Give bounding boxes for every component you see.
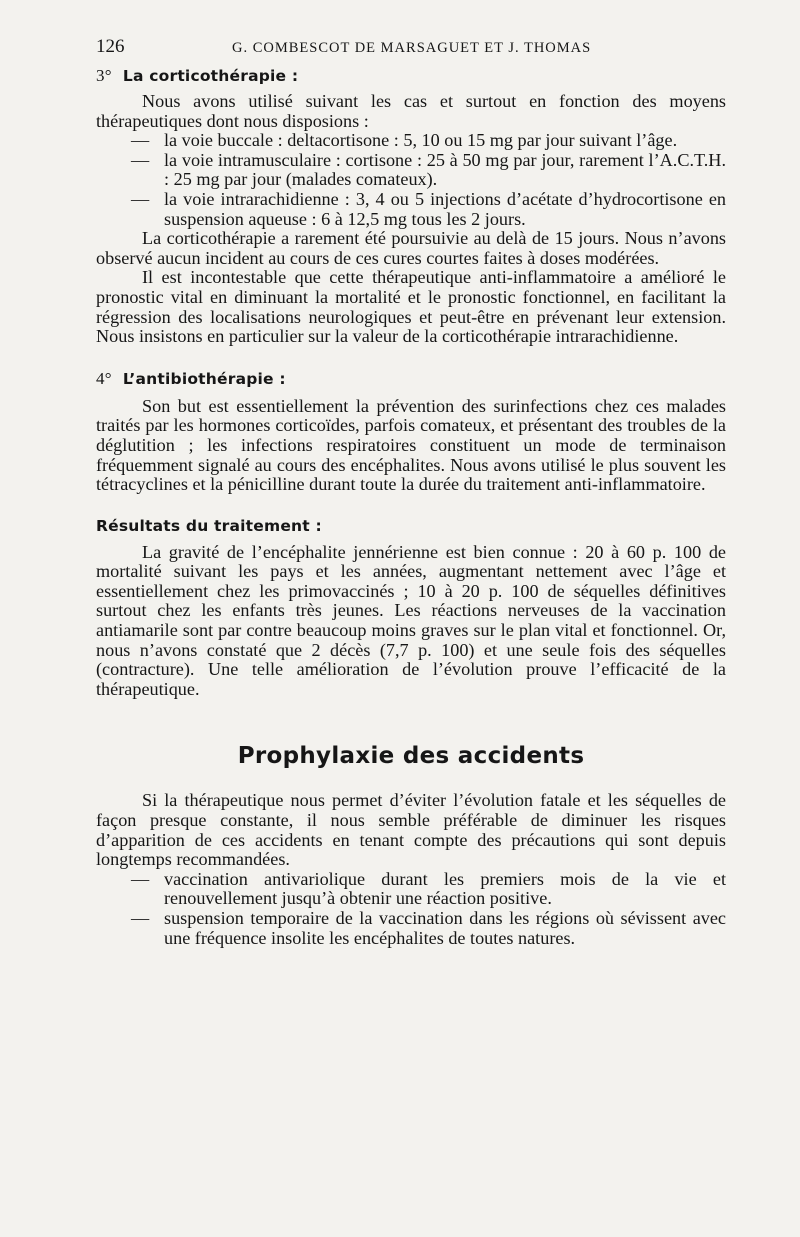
list-item-text: vaccination antivariolique durant les premiers mois de la vie et renouvellement jusqu’à obtenir une réaction positive. <box>164 868 726 909</box>
resultats-paragraph: La gravité de l’encéphalite jennérienne est bien connue : 20 à 60 p. 100 de mortalité suivant les pays et les années, augmentant nettement avec l’âge et essentiellement chez les primovaccinés ; 10 à 20 p. 100 de séquelles définitives surtout chez les enfants très jeunes. Les réactions nerveuses de la vaccination antiamarile sont par contre beaucoup moins graves sur le plan vital et fonctionnel. Or, nous n’avons constaté que 2 décès (7,7 p. 100) et une seule fois des séquelles (contracture). Une telle amélioration de l’évolution prouve l’efficacité de la thérapeutique. <box>96 541 726 699</box>
list-item-text: suspension temporaire de la vaccination dans les régions où sévissent avec une fréquence insolite les encéphalites de toutes natures. <box>164 908 726 948</box>
corticotherapie-intro: Nous avons utilisé suivant les cas et surtout en fonction des moyens thérapeutiques dont nous disposions : <box>96 91 726 131</box>
antibiotherapie-heading <box>96 369 726 389</box>
dash-bullet: — <box>131 149 150 170</box>
list-item <box>96 190 726 229</box>
list-item-text: la voie intramusculaire : cortisone : 25 à 50 mg par jour, rarement l’A.C.T.H. : 25 mg par jour (malades comateux). <box>164 149 726 190</box>
page-number: 126 <box>96 36 125 57</box>
list-item <box>96 151 726 190</box>
list-item-text: la voie buccale : deltacortisone : 5, 10 ou 15 mg par jour suivant l’âge. <box>164 130 678 151</box>
prophylaxie-intro: Si la thérapeutique nous permet d’éviter l’évolution fatale et les séquelles de façon presque constante, il nous semble préférable de diminuer les risques d’apparition de ces accidents en tenant compte des précautions qui sont depuis longtemps recommandées. <box>96 790 726 870</box>
antibiotherapie-heading-text: L’antibiothérapie : <box>122 369 286 388</box>
dash-bullet: — <box>131 908 150 928</box>
corticotherapie-heading-number: 3° <box>96 66 112 85</box>
corticotherapie-heading <box>96 66 726 86</box>
corticotherapie-paragraph-2: Il est incontestable que cette thérapeutique anti-inflammatoire a amélioré le pronostic vital en diminuant la mortalité et le pronostic fonctionnel, en facilitant la régression des localisations neurologiques et peut-être en prévenant leur extension. Nous insistons en particulier sur la valeur de la corticothérapie intrarachidienne. <box>96 267 726 347</box>
dash-bullet: — <box>131 868 150 889</box>
antibiotherapie-paragraph: Son but est essentiellement la prévention des surinfections chez ces malades traités par les hormones corticoïdes, parfois comateux, et présentant des troubles de la déglutition ; les infections respiratoires constituent un mode de terminaison fréquemment signalé au cours des encéphalites. Nous avons utilisé le plus souvent les tétracyclines et la pénicilline durant toute la durée du traitement anti-inflammatoire. <box>96 395 726 495</box>
dash-bullet: — <box>131 130 150 151</box>
page <box>96 36 726 948</box>
list-item <box>96 870 726 909</box>
running-head: G. COMBESCOT DE MARSAGUET ET J. THOMAS <box>232 40 592 56</box>
list-item <box>96 909 726 948</box>
antibiotherapie-heading-number: 4° <box>96 368 112 388</box>
resultats-heading: Résultats du traitement : <box>96 516 322 535</box>
dash-bullet: — <box>131 188 150 209</box>
list-item <box>96 131 726 151</box>
list-item-text: la voie intrarachidienne : 3, 4 ou 5 injections d’acétate d’hydrocortisone en suspension aqueuse : 6 à 12,5 mg tous les 2 jours. <box>164 188 726 229</box>
page-header <box>96 36 726 62</box>
section-title: Prophylaxie des accidents <box>237 743 585 770</box>
corticotherapie-paragraph-1: La corticothérapie a rarement été poursuivie au delà de 15 jours. Nous n’avons observé aucun incident au cours de ces cures courtes faites à doses modérées. <box>96 228 726 268</box>
corticotherapie-heading-text: La corticothérapie : <box>122 67 299 85</box>
